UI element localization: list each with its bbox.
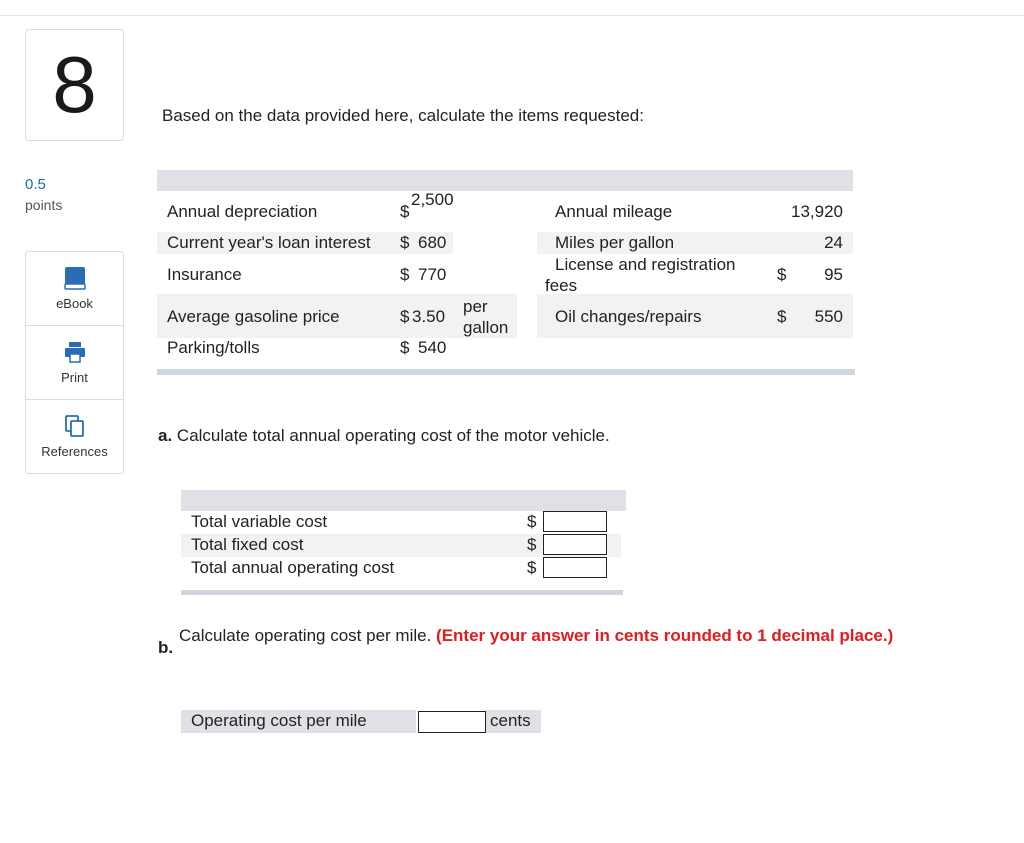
points-value: 0.5 <box>25 176 46 193</box>
part-b-instruction: (Enter your answer in cents rounded to 1 decimal place.) <box>436 626 894 645</box>
data-dollar: $ <box>400 202 410 221</box>
print-label: Print <box>61 370 88 385</box>
data-dollar: $ <box>400 338 410 357</box>
print-button[interactable] <box>26 326 123 400</box>
part-a-text: Calculate total annual operating cost of the motor vehicle. <box>176 426 610 445</box>
data-unit: per gallon <box>463 297 509 337</box>
ebook-button[interactable] <box>26 252 123 326</box>
table-bottom-border <box>181 590 623 595</box>
table-header <box>181 490 626 511</box>
data-dollar: $ <box>400 265 410 284</box>
part-b-text-block <box>179 624 899 647</box>
data-value: 540 <box>418 338 447 357</box>
data-dollar: $ <box>777 307 787 326</box>
data-label: Parking/tolls <box>167 338 260 357</box>
data-label: License and registration fees <box>545 255 736 295</box>
cents-unit: cents <box>490 711 531 730</box>
data-value: 770 <box>418 265 447 284</box>
data-label: Annual mileage <box>555 202 673 221</box>
part-a-answer-table <box>181 490 626 595</box>
points-label: points <box>25 197 63 213</box>
dollar-sign: $ <box>527 558 537 577</box>
total-variable-cost-input[interactable] <box>543 511 607 532</box>
total-variable-cost-label: Total variable cost <box>191 512 328 531</box>
tools-panel <box>25 251 124 474</box>
data-label: Average gasoline price <box>167 307 340 326</box>
part-b-letter: b. <box>158 638 174 657</box>
references-button[interactable] <box>26 400 123 473</box>
points-block <box>25 176 62 213</box>
data-value: 95 <box>824 265 843 284</box>
references-label: References <box>41 444 108 459</box>
given-data-table <box>157 170 853 375</box>
total-fixed-cost-input[interactable] <box>543 534 607 555</box>
part-b-answer-table <box>181 710 541 733</box>
copy-icon <box>64 414 86 438</box>
total-annual-operating-cost-label: Total annual operating cost <box>191 558 395 577</box>
printer-icon <box>64 340 86 364</box>
data-label: Current year's loan interest <box>167 233 371 252</box>
question-prompt: Based on the data provided here, calculate the items requested: <box>162 106 644 125</box>
part-b-text: Calculate operating cost per mile. <box>179 626 432 645</box>
data-value: 13,920 <box>791 202 843 221</box>
answer-row <box>181 511 621 534</box>
table-header <box>157 170 853 191</box>
part-a-question <box>158 426 610 446</box>
data-label: Insurance <box>167 265 242 284</box>
book-icon <box>64 266 86 290</box>
question-number: 8 <box>25 29 124 141</box>
data-value: 550 <box>814 307 843 326</box>
top-divider <box>0 15 1024 16</box>
part-a-letter: a. <box>158 426 173 445</box>
table-bottom-border <box>157 369 855 375</box>
dollar-sign: $ <box>527 535 537 554</box>
total-fixed-cost-label: Total fixed cost <box>191 535 304 554</box>
data-dollar: $ <box>400 307 410 326</box>
data-value: 3.50 <box>412 307 446 326</box>
answer-row <box>181 557 621 580</box>
data-label: Annual depreciation <box>167 202 318 221</box>
operating-cost-per-mile-label: Operating cost per mile <box>191 711 367 730</box>
answer-row <box>181 534 621 557</box>
data-label: Oil changes/repairs <box>555 307 702 326</box>
data-value: 680 <box>418 233 447 252</box>
ebook-label: eBook <box>56 296 93 311</box>
data-value: 2,500 <box>411 190 454 209</box>
operating-cost-per-mile-input[interactable] <box>418 711 486 733</box>
data-dollar: $ <box>400 233 410 252</box>
data-label: Miles per gallon <box>555 233 675 252</box>
data-dollar: $ <box>777 265 787 284</box>
data-value: 24 <box>824 233 843 252</box>
dollar-sign: $ <box>527 512 537 531</box>
total-annual-operating-cost-input[interactable] <box>543 557 607 578</box>
